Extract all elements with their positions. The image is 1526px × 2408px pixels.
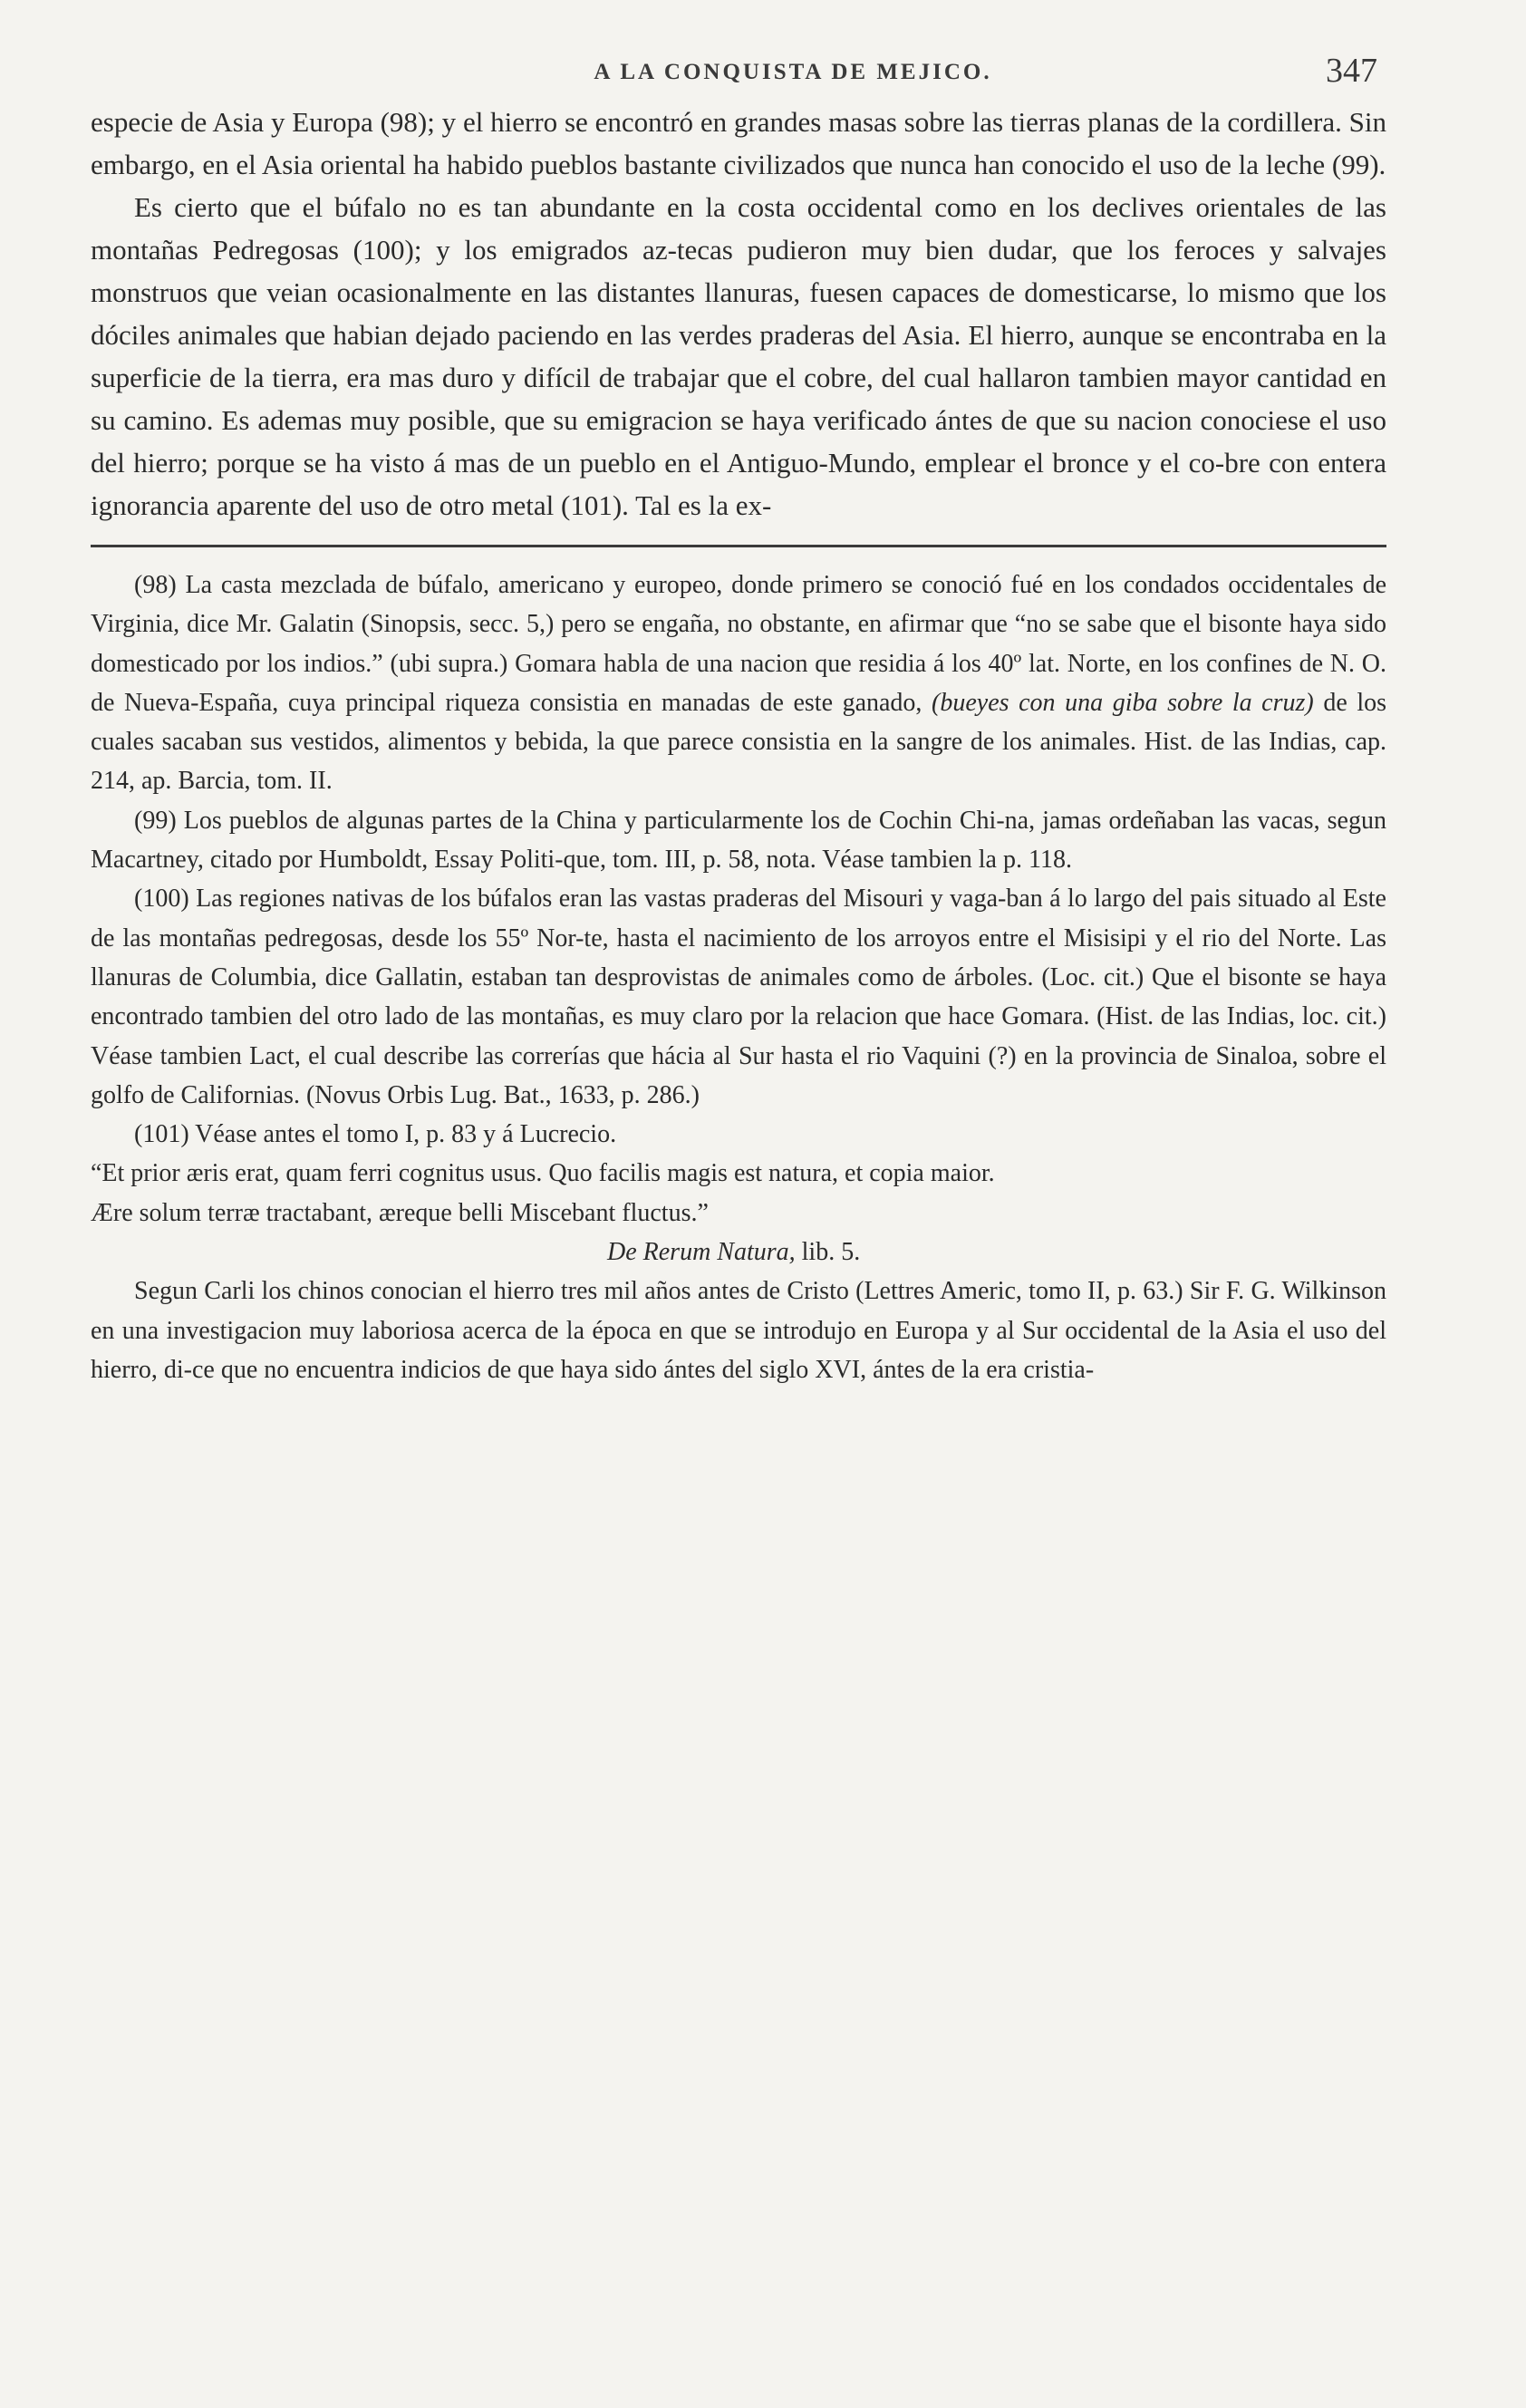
book-page <box>91 50 1386 1389</box>
footnote-carli: Segun Carli los chinos conocian el hierro tres mil años antes de Cristo (Lettres Americ, tomo II, p. 63.) Sir F. G. Wilkinson en una investigacion muy laboriosa acerca de la época en que se introdujo en Europa y al Sur occidental de la Asia el uso del hierro, di-ce que no encuentra indicios de que haya sido ántes del siglo XVI, ántes de la era cristia- <box>91 1277 1386 1384</box>
footnote-101: (101) Véase antes el tomo I, p. 83 y á Lucrecio. <box>134 1120 617 1149</box>
lucretius-verse-2: Ære solum terræ tractabant, æreque belli Miscebant fluctus.” <box>91 1198 709 1227</box>
running-title: A LA CONQUISTA DE MEJICO. <box>594 60 992 84</box>
footnotes <box>91 566 1386 1389</box>
footnote-99: (99) Los pueblos de algunas partes de la China y particularmente los de Cochin Chi-na, jamas ordeñaban las vacas, segun Macartney, citado por Humboldt, Essay Politi-que, tom. III, p. 58, nota. Véase tambien la p. 118. <box>91 806 1386 875</box>
footnote-98-rest: de los cuales sacaban sus vestidos, alimentos y bebida, la que parece consistia en la sangre de los animales. Hist. de las Indias, cap. 214, ap. Barcia, tom. II. <box>91 688 1386 796</box>
lucretius-verse-1: “Et prior æris erat, quam ferri cognitus usus. Quo facilis magis est natura, et copia maior. <box>91 1159 995 1188</box>
body-paragraph-1: especie de Asia y Europa (98); y el hierro se encontró en grandes masas sobre las tierras planas de la cordillera. Sin embargo, en el Asia oriental ha habido pueblos bastante civilizados que nunca han conocido el uso de la leche (99). <box>91 106 1386 180</box>
page-number: 347 <box>1326 52 1377 90</box>
footnote-98 <box>91 566 1386 801</box>
body-paragraph-2: Es cierto que el búfalo no es tan abundante en la costa occidental como en los declives orientales de las montañas Pedregosas (100); y los emigrados az-tecas pudieron muy bien dudar, que los feroces y salvajes monstruos que veian ocasionalmente en las distantes llanuras, fuesen capaces de domesticarse, lo mismo que los dóciles animales que habian dejado paciendo en las verdes praderas del Asia. El hierro, aunque se encontraba en la superficie de la tierra, era mas duro y difícil de trabajar que el cobre, del cual hallaron tambien mayor cantidad en su camino. Es ademas muy posible, que su emigracion se haya verificado ántes de que su nacion conociese el uso del hierro; porque se ha visto á mas de un pueblo en el Antiguo-Mundo, emplear el bronce y el co-bre con entera ignorancia aparente del uso de otro metal (101). Tal es la ex- <box>91 191 1386 521</box>
lucretius-citation <box>91 1233 1386 1272</box>
footnote-divider <box>91 545 1386 547</box>
citation-book: lib. 5. <box>795 1238 861 1267</box>
footnote-98-italic: (bueyes con una giba sobre la cruz) <box>932 688 1314 717</box>
citation-work: De Rerum Natura, <box>607 1238 796 1267</box>
running-head <box>91 50 1386 95</box>
main-text <box>91 101 1386 527</box>
footnote-98-text: (98) La casta mezclada de búfalo, americano y europeo, donde primero se conoció fué en los condados occidentales de Virginia, dice Mr. Galatin (Sinopsis, secc. 5,) pero se engaña, no obstante, en afirmar que “no se sabe que el bisonte haya sido domesticado por los indios.” (ubi supra.) Gomara habla de una nacion que residia á los 40º lat. Norte, en los confines de N. O. de Nueva-España, cuya principal riqueza consistia en manadas de este ganado, <box>91 571 1386 717</box>
footnote-100: (100) Las regiones nativas de los búfalos eran las vastas praderas del Misouri y vaga-ban á lo largo del pais situado al Este de las montañas pedregosas, desde los 55º Nor-te, hasta el nacimiento de los arroyos entre el Misisipi y el rio del Norte. Las llanuras de Columbia, dice Gallatin, estaban tan desprovistas de animales como de árboles. (Loc. cit.) Que el bisonte se haya encontrado tambien del otro lado de las montañas, es muy claro por la relacion que hace Gomara. (Hist. de las Indias, loc. cit.) Véase tambien Lact, el cual describe las correrías que hácia al Sur hasta el rio Vaquini (?) en la provincia de Sinaloa, sobre el golfo de Californias. (Novus Orbis Lug. Bat., 1633, p. 286.) <box>91 885 1386 1109</box>
